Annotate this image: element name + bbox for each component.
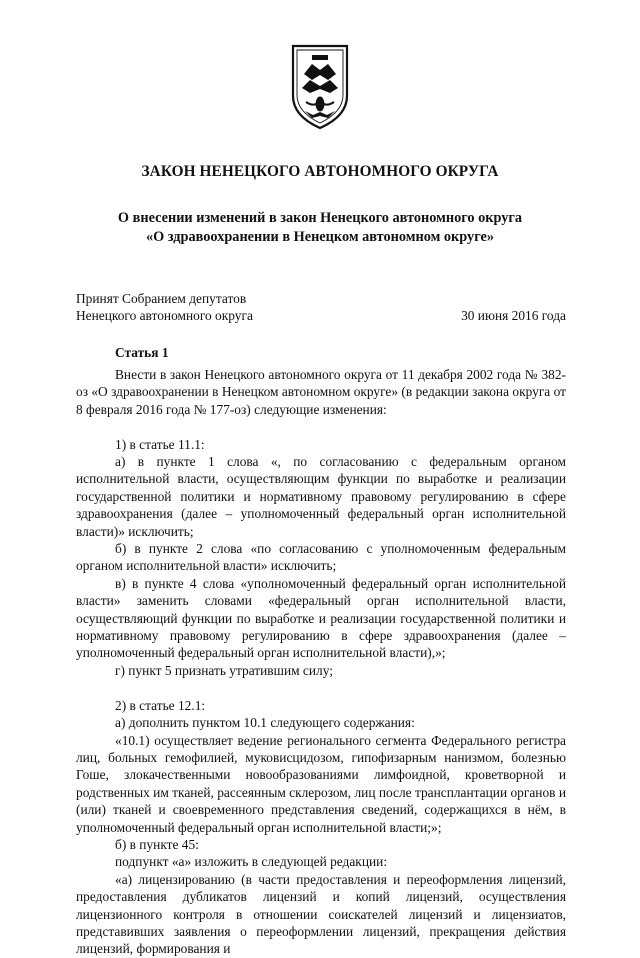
paragraph: а) в пункте 1 слова «, по согласованию с федеральным органом исполнительной власти, осуществляющим функции по выработке и реализации государственной политики и нормативному правовому регулированию в сфере здравоохранения (далее – уполномоченный федеральный орган исполнительной власти)» исключить; xyxy=(76,454,566,539)
paragraph: б) в пункте 2 слова «по согласованию с уполномоченным федеральным органом исполнительной власти» исключить; xyxy=(76,541,566,574)
adoption-date: 30 июня 2016 года xyxy=(461,308,566,324)
paragraph: Внести в закон Ненецкого автономного округа от 11 декабря 2002 года № 382-оз «О здравоохранении в Ненецком автономном округе» (в редакции закона округа от 8 февраля 2016 года № 177-оз) следующие изменения: xyxy=(76,367,566,417)
paragraph: «а) лицензированию (в части предоставления и переоформления лицензий, предоставления дубликатов лицензий и копий лицензий, осуществления лицензионного контроля в отношении соискателей лицензий и лицензиатов, представивших заявления о переоформлении лицензий, прекращения действия лицензий, формирования и xyxy=(76,871,566,957)
subject-line-2: «О здравоохранении в Ненецком автономном округе» xyxy=(145,229,495,245)
coat-of-arms-icon xyxy=(290,44,350,130)
paragraph: 1) в статье 11.1: xyxy=(115,436,205,452)
paragraph: в) в пункте 4 слова «уполномоченный федеральный орган исполнительной власти» заменить словами «федеральный орган исполнительной власти, осуществляющий функции по выработке и реализации государственной политики и нормативному правовому регулированию в сфере здравоохранения (далее – уполномоченный федеральный орган исполнительной власти),»; xyxy=(76,575,566,661)
subject-line-1: О внесении изменений в закон Ненецкого автономного округа xyxy=(117,210,523,226)
article-body xyxy=(76,366,566,958)
article-heading: Статья 1 xyxy=(115,345,169,360)
adoption-block xyxy=(76,290,566,325)
paragraph: б) в пункте 45: xyxy=(115,836,199,852)
paragraph: г) пункт 5 признать утратившим силу; xyxy=(115,662,333,678)
paragraph: а) дополнить пунктом 10.1 следующего содержания: xyxy=(115,715,415,731)
law-subject xyxy=(0,209,640,247)
adopted-by-line-1: Принят Собранием депутатов xyxy=(76,291,247,306)
adopted-by-line-2: Ненецкого автономного округа xyxy=(76,308,253,324)
paragraph: «10.1) осуществляет ведение регионального сегмента Федерального регистра лиц, больных гемофилией, муковисцидозом, гипофизарным нанизмом, болезнью Гоше, злокачественными новообразованиями лимфоидной, кроветворной и родственных им тканей, рассеянным склерозом, лиц после трансплантации органов и (или) тканей и своевременного представления сведений, содержащихся в нём, в уполномоченный федеральный орган исполнительной власти;»; xyxy=(76,732,566,835)
paragraph: 2) в статье 12.1: xyxy=(115,697,206,713)
law-title: ЗАКОН НЕНЕЦКОГО АВТОНОМНОГО ОКРУГА xyxy=(141,163,499,180)
paragraph: подпункт «а» изложить в следующей редакции: xyxy=(115,854,388,870)
